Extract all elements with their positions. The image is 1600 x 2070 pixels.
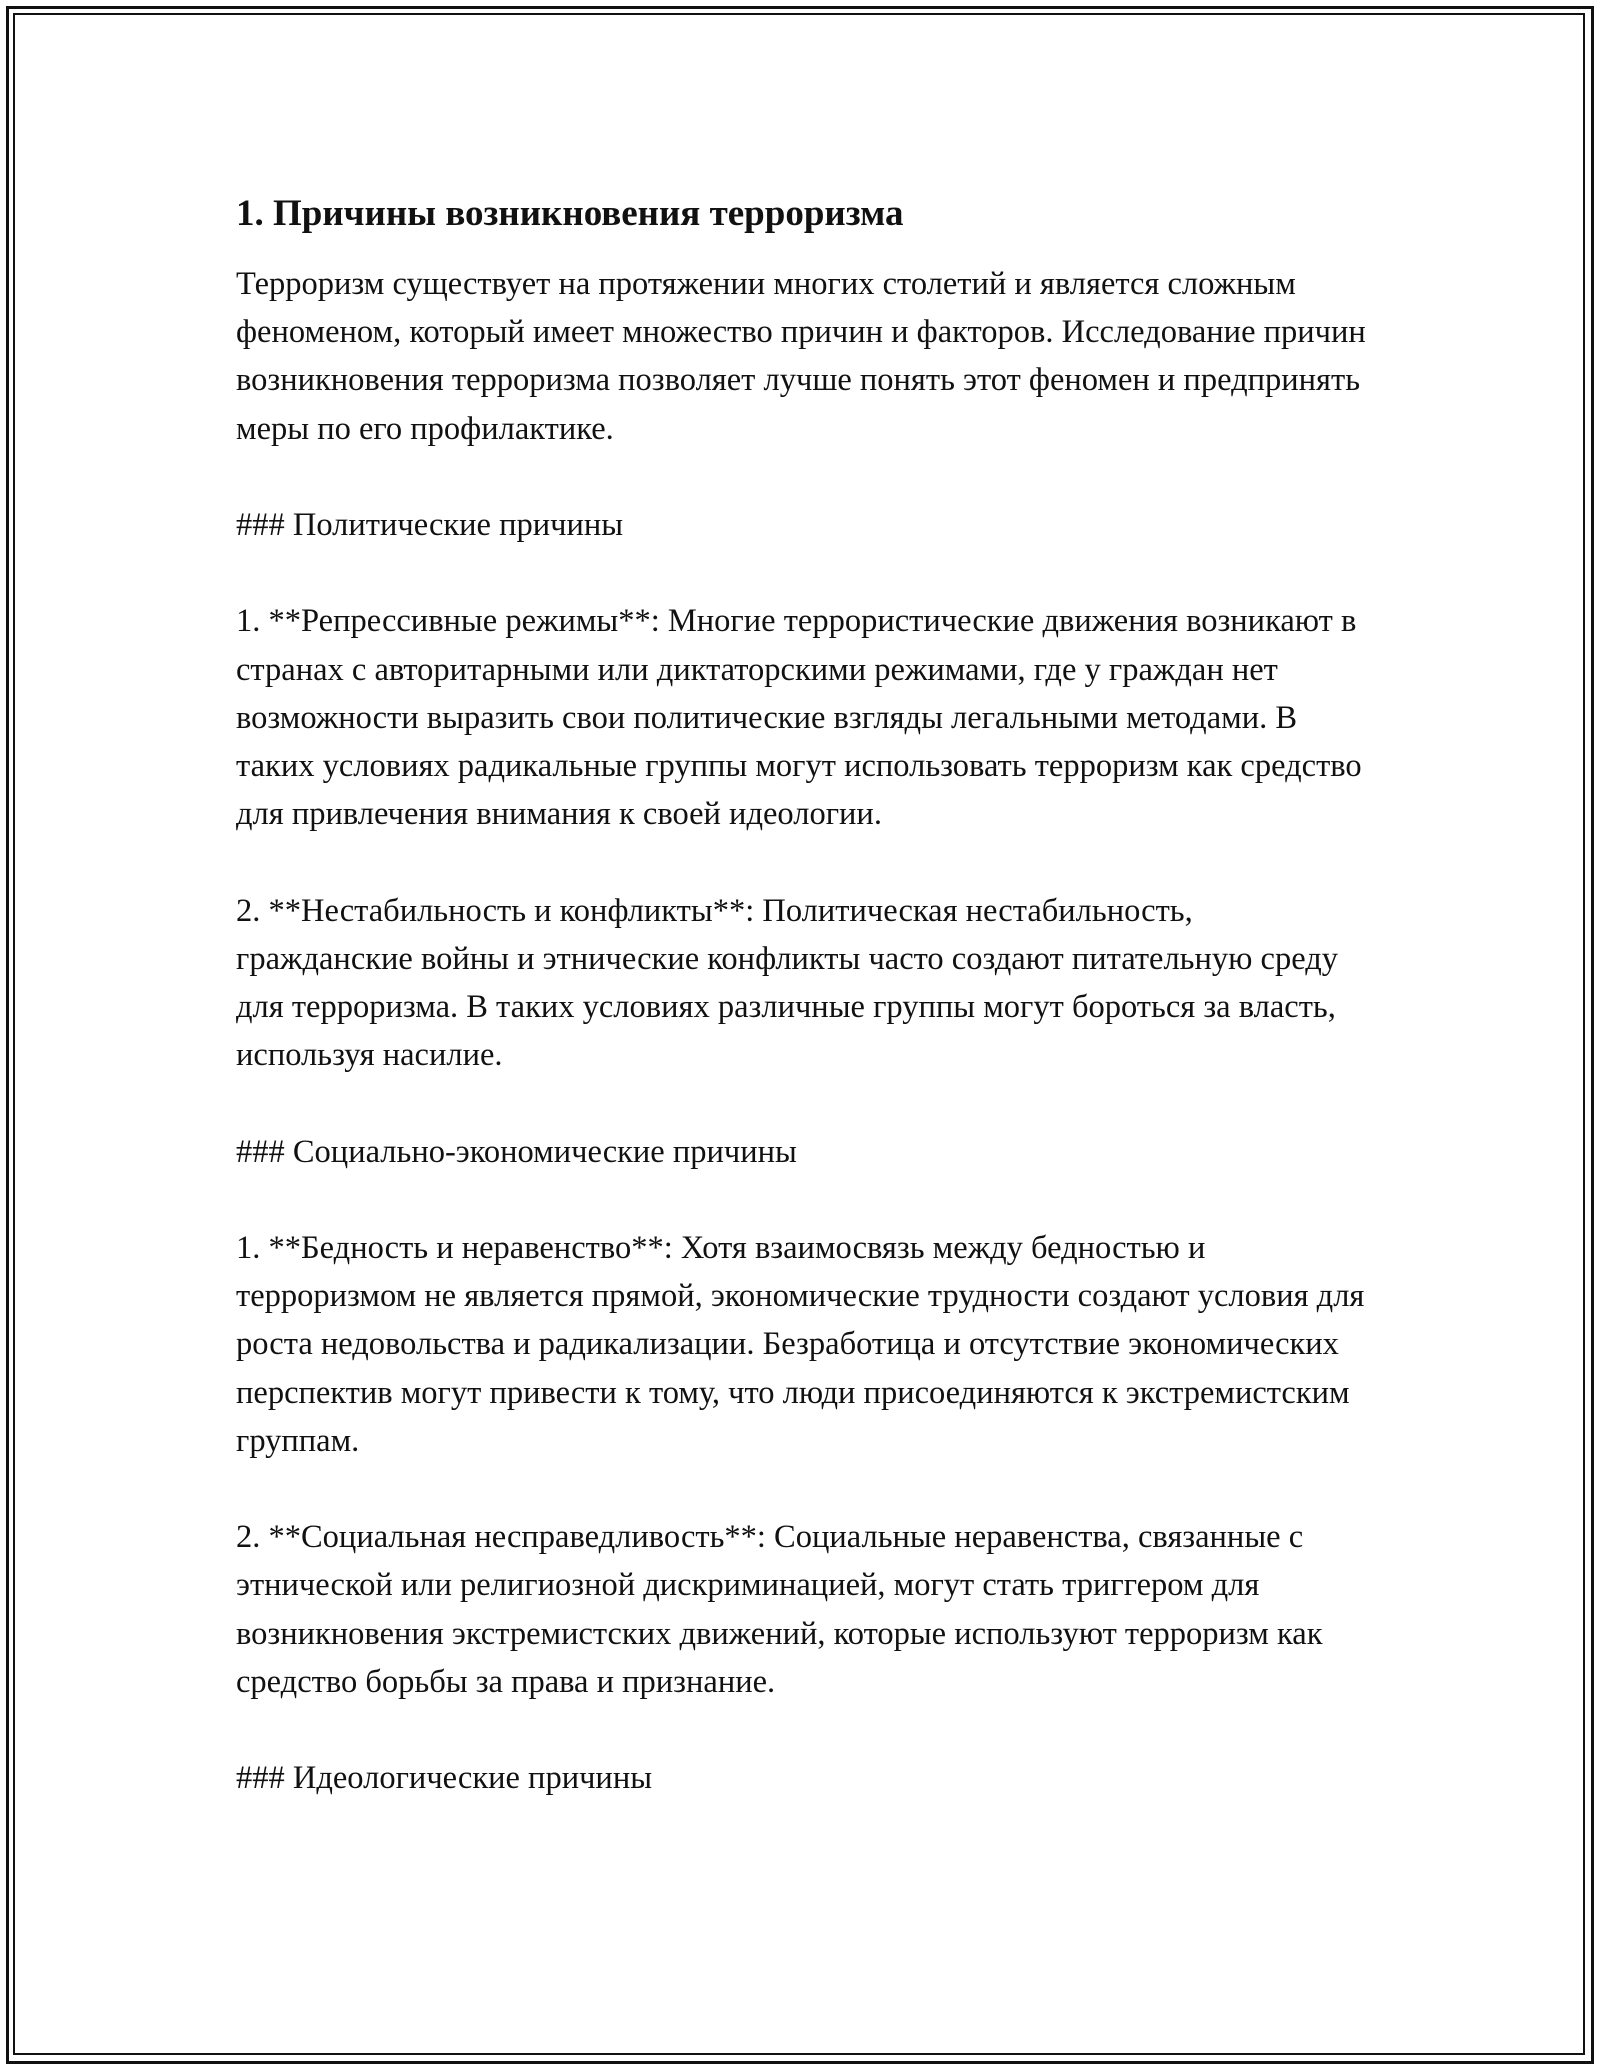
paragraph-instability-conflicts: 2. **Нестабильность и конфликты**: Политическая нестабильность, гражданские войны и этнические конфликты часто создают питательную среду для терроризма. В таких условиях различные группы могут бороться за власть, используя насилие. (236, 892, 1339, 1074)
section-heading: 1. Причины возникновения терроризма (236, 193, 904, 234)
subheading-ideological: ### Идеологические причины (236, 1760, 653, 1797)
intro-paragraph: Терроризм существует на протяжении многих столетий и является сложным феноменом, который имеет множество причин и факторов. Исследование причин возникновения терроризма позволяет лучше понять этот феномен и предпринять меры по его профилактике. (236, 266, 1366, 447)
paragraph-poverty-inequality: 1. **Бедность и неравенство**: Хотя взаимосвязь между бедностью и терроризмом не является прямой, экономические трудности создают условия для роста недовольства и радикализации. Безработица и отсутствие экономических перспектив могут привести к тому, что люди присоединяются к экстремистским группам. (236, 1229, 1365, 1459)
subheading-political: ### Политические причины (236, 507, 624, 543)
paragraph-social-injustice: 2. **Социальная несправедливость**: Социальные неравенства, связанные с этнической или религиозной дискриминацией, могут стать триггером для возникновения экстремистских движений, которые используют терроризм как средство борьбы за права и признание. (236, 1519, 1323, 1700)
document-body (236, 190, 1366, 1802)
subheading-socioeconomic: ### Социально-экономические причины (236, 1133, 797, 1170)
paragraph-repressive-regimes: 1. **Репрессивные режимы**: Многие террористические движения возникают в странах с авторитарными или диктаторскими режимами, где у граждан нет возможности выразить свои политические взгляды легальными методами. В таких условиях радикальные группы могут использовать терроризм как средство для привлечения внимания к своей идеологии. (236, 603, 1362, 833)
